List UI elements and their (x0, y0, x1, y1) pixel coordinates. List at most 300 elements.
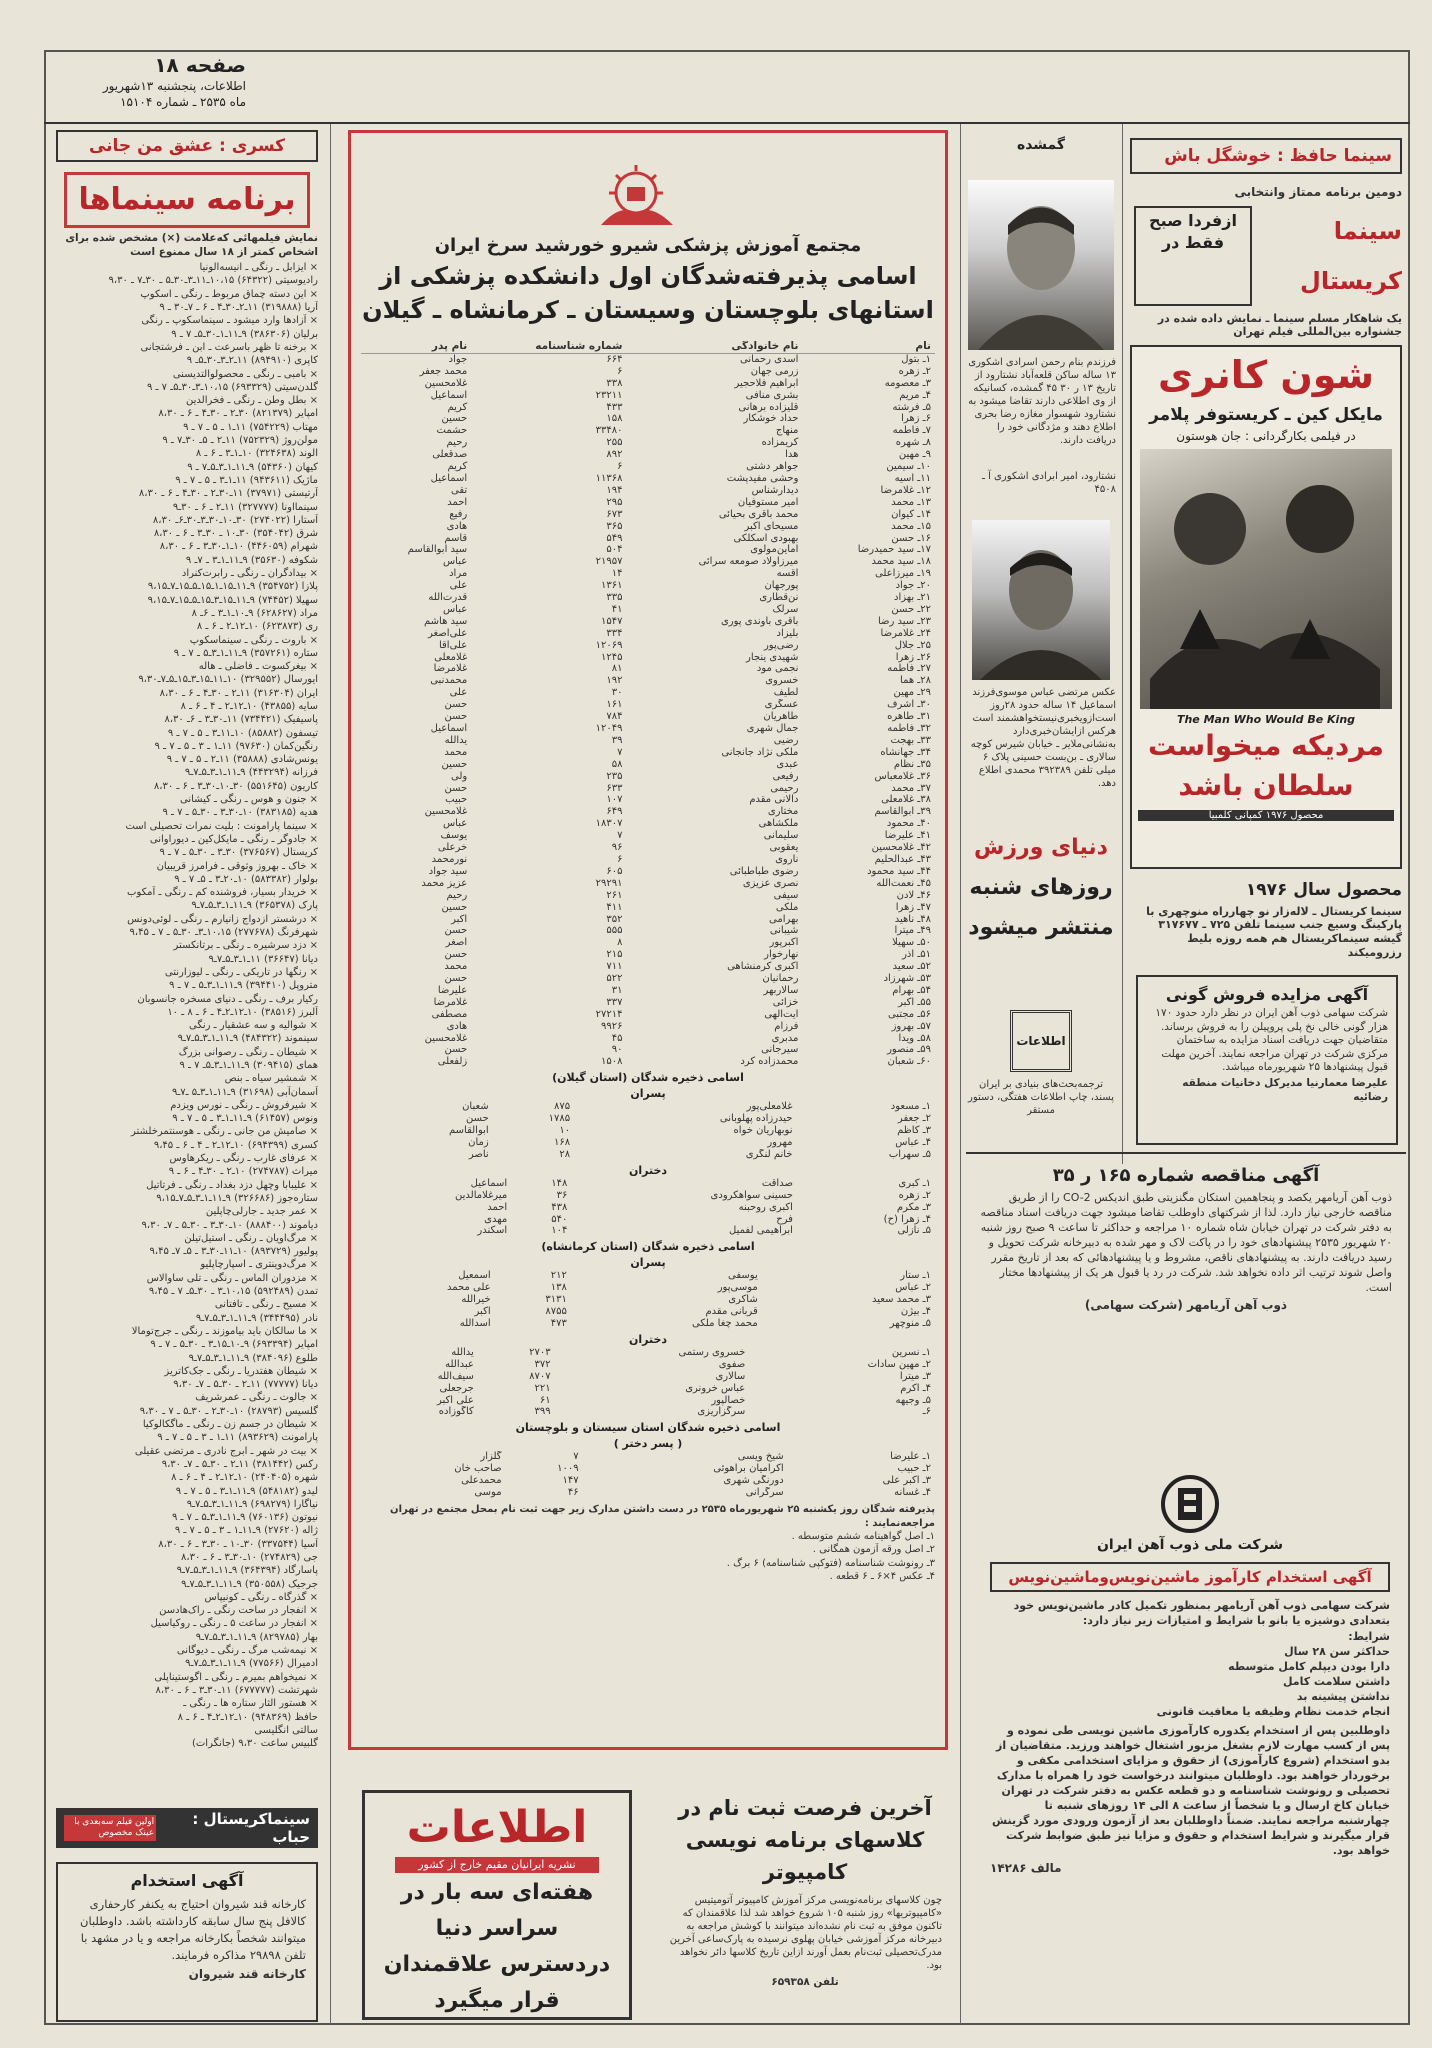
cinema-listing-item: × شیرفروش ـ رنگی ـ نورس ویزدم (170, 1099, 318, 1111)
table-cell: رحیمی (770, 782, 799, 794)
missing-persons (966, 130, 1116, 940)
missing-title: گمشده (1016, 137, 1066, 153)
computer-ad-title3: کامپیوتر (762, 1860, 848, 1884)
table-row (361, 806, 935, 818)
cinema-listing-item: امپایر (۶۹۳۳۹۴) ۹ـ۱۰ـ۱۵ـ۳ ـ ۳۰ـ۵ ـ ۷ ـ ۹ (150, 1339, 318, 1351)
table-cell: ۲۱ـ بهزاد (894, 592, 931, 604)
cinema-listing-item: مولن‌روژ (۷۵۲۳۲۹) ۱۱ـ۲ ـ ۵ـ ۳۰ـ۷ ـ ۹ (162, 435, 318, 447)
missing-photo-1 (968, 180, 1114, 350)
table-cell: ۴۱ (611, 603, 623, 615)
table-row (361, 1125, 935, 1137)
org-name: مجتمع آموزش پزشکی شیرو خورشید سرخ ایران (434, 235, 862, 256)
table-cell: سیفی (773, 889, 799, 901)
cinema-listing-item: مراد (۶۲۸۶۲۷) ۹ـ۱۰ـ۱ـ۳ ـ ۶ـ ۸ (191, 607, 318, 619)
cinema-listing-item: سهیلا (۷۴۴۵۲) ۹ـ۱۱ـ۱۵ـ۳ـ۱۵ـ۵ـ۱۵ـ۷ـ۹،۱۵ (147, 594, 318, 606)
table-cell: رضیی (773, 734, 799, 746)
cinema-listings (56, 232, 318, 1792)
table-cell: ۴۳۳ (606, 401, 623, 413)
table-cell: ۲۷ـ فاطمه (887, 663, 931, 675)
table-cell: میرغلامالدین (455, 1189, 508, 1201)
cinema-listing-item: کریستال (۳۷۶۵۶۷) ۳۰ـ۳ ـ ۳۰ـ۵ ـ ۷ ـ ۹ (159, 847, 318, 859)
table-cell: گلزار (480, 1451, 502, 1463)
cinema-listing-item: × درشستر ازدواج زانیارم ـ رنگی ـ لوئی‌دونس (127, 913, 318, 925)
table-cell: ۳۹ـ ابوالقاسم (874, 806, 931, 818)
table-cell: یدالله (444, 734, 468, 746)
document-item: ۳ـ رونوشت شناسنامه (فتوکپی شناسنامه) ۶ برگ . (726, 1557, 935, 1569)
cinema-listing-item: ژاله (۲۷۶۲۰) ۹ـ۱۱ـ۱ ـ ۳ ـ ۵ ـ ۷ ـ ۹ (174, 1525, 318, 1537)
table-row (361, 1009, 935, 1021)
table-cell: ۹۹۲۶ (601, 1020, 623, 1032)
table-row (361, 604, 935, 616)
table-cell: شعبان (462, 1101, 489, 1113)
table-cell: ۱۷ـ سید حمیدرضا (857, 544, 931, 556)
table-cell: ۵۷ـ بهروز (891, 1020, 931, 1032)
cinema-listing-item: متروپل (۳۹۴۴۱۰) ۹ـ۱۱ـ۱ـ۳ـ۵ ـ ۷ ـ ۹ (169, 980, 318, 992)
computer-ad-title2: کلاسهای برنامه نویسی (685, 1828, 925, 1852)
sports-line-3: منتشر میشود (968, 915, 1114, 940)
table-cell: ۵۳ـ شهرزاد (883, 973, 931, 985)
table-row (361, 628, 935, 640)
table-cell: حسن (444, 699, 468, 711)
table-cell: حسن (444, 711, 468, 723)
table-cell: حسین (441, 758, 468, 770)
registration-note: پذیرفته شدگان روز یکشنبه ۲۵ شهریورماه ۲۵۳۵ در دست داشتن مدارک زیر جهت ثبت نام بمحل مجتمع در تهران مراجعه‌نمایند : (390, 1503, 935, 1529)
ettelaat-ad (362, 1790, 632, 2020)
table-row (361, 640, 935, 652)
table-cell: خسروی (765, 675, 799, 687)
table-cell: مدبری (771, 1032, 799, 1044)
cinema-listing-item: × نمیخواهم بمیرم ـ رنگی ـ اگوستیناپلی (154, 1671, 318, 1683)
company-name: شرکت ملی ذوب آهن ایران (1096, 1537, 1284, 1553)
table-cell: ۹۶ (611, 842, 623, 854)
table-row (361, 1475, 935, 1487)
table-cell: اسماعیل (470, 1177, 508, 1189)
ettelaat-ad-line3: قرار میگیرد (434, 1988, 560, 2013)
table-cell: ابوالقاسم (449, 1125, 489, 1137)
cinema-listing-item: نیوتون (۷۶۰۱۳۶) ۹ـ۱۱ـ۱ـ۳ـ۵ ـ ۷ ـ ۹ (171, 1512, 318, 1524)
table-row (361, 687, 935, 699)
crystal-bar (56, 1808, 318, 1848)
table-cell: ۱۴ (611, 568, 623, 580)
table-row (361, 818, 935, 830)
cinema-listing-item: رنگین‌کمان (۹۷۶۳۰) ۱۱ـ۱ ـ ۳ ـ ۵ ـ ۷ ـ ۹ (154, 740, 318, 752)
table-cell: ۲۵ـ جلال (894, 639, 931, 651)
table-cell: ۱۱۳۶۸ (595, 472, 623, 484)
table-cell: ۱۵۰۸ (601, 1056, 623, 1068)
table-cell: ۱۲۴۵ (601, 651, 623, 663)
table-row (361, 1101, 935, 1113)
table-row (361, 1021, 935, 1033)
table-cell: رفیع (449, 508, 468, 520)
table-cell: ملکی (775, 901, 799, 913)
table-cell: اکبری روحبنه (738, 1201, 793, 1213)
document-item: ۲ـ اصل ورقه آزمون همگانی . (812, 1544, 935, 1556)
table-cell: ۲۷۰۳ (529, 1346, 551, 1358)
table-cell: کریم (447, 461, 468, 473)
table-cell: غلامرضا (433, 663, 468, 675)
table-cell: محمد (444, 746, 468, 758)
table-row (361, 556, 935, 568)
cinema-listing-item: تمدن (۵۹۲۴۸۹) ۱۰،۱۵ـ۳ ـ ۳۰ـ۵ـ ۷ ـ ۹،۴۵ (148, 1286, 318, 1298)
hiring-body: داوطلبین پس از استخدام یکدوره کارآموزی ماشین نویسی طی نموده و پس از کسب مهارت لازم بشغل مزبور اشتغال خواهند ورزید. متقاضیان از بدو استخدام (شروع کارآموزی) از حقوق و مزایای استخدامی مکفی و برخوردار خواهند بود. داوطلبان میتوانند درخواست خود را همراه با مدارک تحصیلی و رونوشت شناسنامه و دو قطعه عکس به دفتر شرکت در تهران خیابان کاخ ارسال و یا شخصاً از ساعت ۸ الی ۱۴ روزهای شنبه تا چهارشنبه مراجعه نمایند. ضمناً داوطلبان بعد از آزمون ورودی مورد گزینش قرار میگیرند و شرایط استخدام و حقوق و مزایا نیز طبق ضوابط شرکت خواهد بود. (992, 1723, 1390, 1857)
table-cell: رضوی طباطبائی (729, 865, 799, 877)
cinema-listing-item: دیانا (۷۷۷۷۷) ۱۱ـ۲ ـ ۳۰ـ۵ ـ ۷ـ ۹،۳۰ (173, 1379, 318, 1391)
table-cell: ۱۲۰۶۹ (595, 639, 623, 651)
table-cell: طاهریان (763, 711, 799, 723)
table-cell: ۵۵۵ (606, 925, 623, 937)
cinema-listing-item: ونوس (۶۱۴۵۷) ۹ـ۱۱ـ۱ـ۳ ـ ۵ ـ ۷ ـ ۹ (172, 1113, 318, 1125)
table-cell: حشمت (436, 425, 468, 437)
table-cell: ۴۶ـ لادن (896, 889, 931, 901)
table-cell: ۱۴ـ کیوان (891, 508, 931, 520)
table-cell: ۳۲ـ فاطمه (887, 723, 931, 734)
table-cell: ۱ـ نسرین (891, 1346, 931, 1358)
table-cell: ۶۱ (539, 1394, 551, 1406)
table-cell: ۲۱۹۵۷ (595, 556, 623, 568)
table-cell: ۱۴۸ (551, 1177, 568, 1189)
table-cell: مصطفی (431, 1008, 468, 1020)
cinema-listing-item: × خریدار بسیار، فروشنده کم ـ رنگی ـ آمکوب (127, 887, 318, 899)
table-cell: ۷ (617, 830, 623, 842)
table-row (361, 390, 935, 402)
poster-credits: محصول ۱۹۷۶ کمپانی کلمبیا (1138, 810, 1394, 821)
table-cell: سرگزاریزی (697, 1406, 746, 1418)
table-cell: ۲۱۲ (550, 1270, 567, 1282)
table-cell: ۴۴ـ سید محمود (867, 865, 931, 877)
table-cell: غلامعلی‌پور (746, 1101, 793, 1113)
cinema-listing-item: × باروت ـ رنگی ـ سینماسکوپ (189, 634, 318, 646)
table-row (361, 1282, 935, 1294)
kermanshah-boys-table (361, 1270, 935, 1330)
cinema-listing-item: سایه (۴۳۸۵۵) ۱۰ـ۱۲ـ۲ ـ ۴ ـ ۶ ـ ۸ (180, 700, 318, 712)
boy-portrait-icon (968, 180, 1114, 350)
cinema-listing-item: × سینما پارامونت : بلیت نمرات تحصیلی است (125, 820, 318, 832)
table-row (361, 378, 935, 390)
table-cell: ۱۹۴ (606, 484, 623, 496)
table-cell: اماین‌مولوی (750, 544, 799, 556)
cinema-listing-item: همای (۳۰۹۴۱۵) ۹ـ۱۱ـ۱ـ۳ـ۵ـ ۷ ـ ۹ (179, 1060, 318, 1071)
table-cell: جرجعلی (439, 1382, 474, 1394)
table-cell: خرعلی (437, 842, 468, 854)
table-row (361, 985, 935, 997)
baluch-title: اسامی ذخیره شدگان استان سیستان و بلوچستان (515, 1421, 781, 1435)
table-cell: عسگری (764, 699, 799, 711)
crystal-bar-tag: اولین فیلم سه‌بعدی با عینک مخصوص (64, 1815, 156, 1841)
divider-tender (966, 1152, 1406, 1154)
sports-line-2: روزهای شنبه (969, 875, 1113, 900)
cinema-listing-item: آسیا (۳۳۷۵۴۴) ۳۰ـ۱۰ ـ ۳۰ـ۳ ـ ۶ ـ ۸،۳۰ (158, 1538, 318, 1550)
table-cell: یعقوبی (769, 842, 799, 854)
table-cell: حسین (441, 413, 468, 425)
table-cell: ۱ـ علیرضا (890, 1451, 931, 1463)
table-row (361, 1149, 935, 1161)
table-cell: ۳۵۲ (606, 913, 623, 925)
table-cell: ۲۰ـ جواد (895, 580, 931, 592)
table-cell: ۳۳۴ (606, 627, 623, 639)
table-cell: ۲۲ـ حسن (891, 603, 931, 615)
cinema-listing-item: ادمیرال (۷۷۵۶۶) ۹ـ۱۱ـ۱ـ۳ـ۵ـ۷ـ۹ (185, 1658, 318, 1670)
cinema-listing-item: طلوع (۳۸۴۰۹۶) ۹ـ۱۱ـ۱ـ۳ـ۵ـ۷ـ۹ (188, 1352, 318, 1364)
table-cell: حسن (444, 949, 468, 961)
table-header-cell: نام (802, 341, 935, 353)
poster-actor1: شون کانری (1158, 352, 1374, 397)
table-row (361, 1347, 935, 1359)
table-cell: سید جواد (428, 865, 468, 877)
table-cell: خسروی رستمی (678, 1346, 746, 1358)
table-cell: ۵۲۲ (606, 973, 623, 985)
cinema-hafez-title: سینما حافظ : خوشگل باش (1164, 146, 1392, 166)
table-row (361, 1306, 935, 1318)
table-cell: ۴ـ بیژن (900, 1306, 931, 1318)
table-cell: نوبهاریان خواه (733, 1125, 793, 1137)
cinema-listing-item: ستاره‌جوز (۳۲۶۶۸۶) ۹ـ۱۱ـ۱ـ۳ـ۵ـ۷ـ۹،۱۵ (156, 1192, 318, 1204)
hiring-ad (980, 1470, 1400, 2020)
table-cell: عباس (442, 556, 468, 568)
accepted-table (361, 341, 935, 1068)
table-row (361, 699, 935, 711)
cinema-listing-item: × جادوگر ـ رنگی ـ مایکل‌کین ـ دیوراوانی (149, 833, 318, 845)
table-cell: ۳۹ (611, 734, 623, 746)
table-row (361, 461, 935, 473)
table-cell: ۲۶ـ زهرا (895, 651, 931, 663)
required-documents (361, 1530, 935, 1583)
table-cell: قدرت‌الله (428, 592, 468, 604)
missing-photo-2 (972, 520, 1110, 680)
hiring-title: آگهی استخدام کارآموز ماشین‌نویس‌وماشین‌نویس (990, 1562, 1390, 1592)
table-cell: شاکری (728, 1294, 758, 1306)
table-cell: ۲ـ عباس (895, 1282, 931, 1294)
table-cell: ابراهیمی لفمیل (729, 1225, 793, 1237)
cinema-listing-item: پارک (۳۶۵۳۷۸) ۹ـ۱۱ـ۱ـ۳ـ۵ـ۷ـ۹ (191, 900, 318, 912)
table-cell: ۱۹ـ میرزاعلی (875, 568, 931, 580)
tender-sign: ذوب آهن آریامهر (شرکت سهامی) (1084, 1298, 1288, 1312)
table-cell: ۱۲۰۴۹ (595, 723, 623, 734)
poster-horsemen-icon (1140, 449, 1392, 709)
table-row (361, 568, 935, 580)
header-rule (44, 122, 1410, 124)
table-cell: نورمحمد (431, 853, 468, 865)
table-row (361, 402, 935, 414)
table-cell: ۴۶ (567, 1487, 579, 1499)
table-cell: مهرور (767, 1137, 793, 1148)
table-cell: خزائی (772, 996, 799, 1008)
table-cell: ۵۸ (611, 758, 623, 770)
cinema-listing-item: × علیبابا وچهل دزد بغداد ـ رنگی ـ فرتاتیل (146, 1179, 318, 1191)
table-cell: ناروی (775, 853, 799, 865)
table-cell: ۱۱ـ آسیه (894, 472, 931, 484)
table-cell: هدا (785, 449, 799, 461)
table-cell: ۶۴۹ (606, 806, 623, 818)
table-cell: دیدارشناس (751, 484, 799, 496)
table-cell: عبدی (776, 758, 799, 770)
cinema-listing-item: دیاموند (۸۸۸۴۰۰) ۱۰ـ۳۰ـ۳ ـ ۳۰ـ۵ ـ ۷ـ ۹،۳۰ (141, 1219, 318, 1231)
table-cell: ۷۸۴ (606, 711, 623, 723)
table-cell: ۱۴۷ (562, 1475, 579, 1487)
cinema-listing-item: شهرام (۴۴۶۰۵۹) ۱۰ـ۱ـ۳۰ـ۳ ـ ۶ ـ ۸،۳۰ (159, 541, 318, 553)
table-row (361, 544, 935, 556)
table-cell: ۴ـ غسانه (894, 1487, 931, 1499)
table-cell: ۱۳۶۱ (601, 580, 623, 592)
table-cell: ۳۴ـ جهانشاه (880, 746, 931, 758)
table-cell: غلامحسین (424, 1032, 468, 1044)
film-poster (1130, 345, 1402, 869)
table-cell: موسی (474, 1487, 502, 1499)
gilan-boys-title: پسران (630, 1087, 666, 1101)
poster-english: The Man Who Would Be King (1176, 712, 1356, 726)
ettelaat-stamp-box (1010, 1010, 1072, 1072)
table-cell: رحیم (446, 437, 468, 449)
product-line: محصول سال ۱۹۷۶ (1245, 879, 1402, 900)
computer-ad-body: چون کلاسهای برنامه‌نویسی مرکز آموزش کامپیوتر آتومیتیس «کامپیوتریها» روز شنبه ۱۰۵ شروع خواهد شد لذا علاقمندان که تاکنون موفق به ثبت نام نشده‌اند میتوانند با کوشش مراجعه به دبیرخانه مرکز آموزشی خیابان پهلوی نرسیده به پارک‌ساعی آخرین مدرک‌تحصیلی ثبت‌نام بعمل آورند ازاین تاریخ کلاسها دائر نخواهد بود. (669, 1895, 942, 1971)
table-cell: شهیدی ینجار (746, 651, 799, 663)
auction-body: شرکت سهامی ذوب آهن ایران در نظر دارد حدود ۱۷۰ هزار گونی خالی نخ پلی پروپیلن را به فروش برساند. متقاضیان جهت دریافت اسناد مزایده به ساختمان مرکزی شرکت در تهران مراجعه نمایند. آخرین مهلت قبول پیشنهادها ۲۵ شهریورماه میباشد. (1155, 1007, 1388, 1074)
table-cell: ۱۵۴۷ (601, 615, 623, 627)
table-row (361, 842, 935, 854)
table-cell: کاگوزاده (438, 1406, 474, 1418)
table-cell: ۴۹ـ میترا (894, 925, 931, 937)
table-cell: ۳۱ (611, 984, 623, 996)
table-cell: احمد (447, 496, 468, 508)
masterpiece-note: یک شاهکار مسلم سینما ـ نمایش داده شده در جشنواره بین‌المللی فیلم تهران (1157, 311, 1402, 339)
kermanshah-girls-title: دختران (628, 1332, 668, 1346)
table-cell: وحشی مفیدپشت (726, 472, 799, 484)
table-row (361, 1395, 935, 1407)
tender-body: ذوب آهن آریامهر یکصد و پنجاهمین استکان مگنزیتی طبق اندیکس CO-2 را از طریق مناقصه خارجی نیاز دارد. لذا از شرکتهای داوطلب تقاضا میشود جهت دریافت اسناد مناقصه به دفتر شرکت در تهران خیابان شاه شماره ۱۰ مراجعه و حداکثر تا ساعت ۹ صبح روز شنبه ۲۰ شهریور ۲۵۳۵ پیشنهادهای خود را در پاکت لاک و مهر شده به دبیرخانه شرکت تحویل و رسید دریافت دارند. به پیشنهادهای ناقص، مشروط و یا پیشنهادهائی که بعد از تاریخ مقرر واصل شوند ترتیب اثر داده نخواهد شد. شرکت در رد یا قبول هر یک از پیشنهادها مختار است. (980, 1191, 1392, 1294)
auction-title: آگهی مزایده فروش گونی (1165, 985, 1369, 1004)
cinema-listing-item: ستاره (۳۵۷۲۶۱) ۹ـ۱۱ـ۱ـ۳ـ۵ ـ ۷ ـ ۹ (173, 647, 318, 659)
cinema-listing-item: هدیه (۳۸۳۱۸۵) ۱۰ـ۳۰ـ۳ ـ ۳۰ـ۵ ـ ۷ ـ ۹ (162, 807, 318, 819)
table-cell: ۳۵ـ نظام (893, 758, 931, 770)
computer-ad (660, 1788, 950, 2020)
table-cell: یوسفی (728, 1270, 758, 1282)
cinema-listing-item: × رنگها در تاریکی ـ رنگی ـ لیوزارنتی (164, 966, 318, 978)
cinema-listing-item: کیهان (۵۴۳۶۰) ۹ـ۱۱ـ۱ـ۳ـ۵ـ۷ ـ ۹ (187, 461, 318, 473)
table-cell: ۲۳۲۱۱ (595, 389, 623, 401)
table-cell: میرزاولاد صومعه سرائی (698, 556, 799, 568)
table-cell: علی‌آقا (438, 639, 468, 651)
table-row (361, 521, 935, 533)
cinema-listing-item: فرزانه (۴۴۳۲۹۴) ۹ـ۱۱ـ۱ـ۳ـ۵ـ۷ـ۹ (184, 767, 318, 779)
table-cell: جمال شهری (746, 723, 799, 734)
table-cell: ۴۸ـ ناهید (894, 913, 931, 925)
cinema-listing-item: کاریون (۵۵۱۶۴۵) ۳۰ـ۱۰ـ۳۰ـ۳ ـ ۶ ـ ۸،۳۰ (153, 780, 318, 792)
table-cell: ۴ـ مریم (899, 389, 931, 401)
cinema-listing-item: × آزادها وارد میشود ـ سینماسکوپ ـ رنگی (141, 315, 318, 327)
cinema-listing-item: نیاگارا (۶۹۸۲۷۹) ۹ـ۱۱ـ۱ـ۳ـ۵ـ۷ـ۹ (186, 1498, 318, 1510)
table-cell: ۷ (573, 1451, 579, 1463)
table-cell: شیخ ویسی (737, 1451, 784, 1463)
table-cell: ۲ـ حبیب (897, 1463, 931, 1475)
table-cell: ۹ـ مهین (898, 449, 931, 461)
cinema-listing-item: × نیمه‌شب مرگ ـ رنگی ـ دیوگانی (176, 1645, 318, 1657)
table-cell: علی‌اصغر (427, 627, 468, 639)
table-row (361, 485, 935, 497)
table-row (361, 830, 935, 842)
table-cell: آقسه (776, 568, 799, 580)
table-row (361, 723, 935, 735)
cinema-listing-item: آلبرز (۳۸۵۱۶) ۱۰ـ۱۲ـ۲ـ۴ ـ ۶ ـ ۸ ـ ۱۰ (167, 1006, 318, 1018)
table-cell: ۲ـ مهین سادات (867, 1358, 931, 1370)
table-cell: کریم (447, 401, 468, 413)
table-row (361, 890, 935, 902)
table-cell: ۸۹۲ (606, 449, 623, 461)
table-cell: ۸۷۵۵ (545, 1306, 567, 1318)
table-cell: صدقعلی (432, 449, 468, 461)
listings-intro: نمایش فیلمهائی که‌علامت (×) مشخص شده برای اشخاص کمتر از ۱۸ سال ممنوع است (65, 232, 318, 258)
table-cell: ملکی نژاد جانجانی (721, 746, 799, 758)
table-cell: غلامعلی (434, 651, 468, 663)
table-row (361, 794, 935, 806)
table-cell: ۳۷۲ (534, 1358, 551, 1370)
table-row (361, 1137, 935, 1149)
table-row (361, 413, 935, 425)
table-row (361, 437, 935, 449)
table-cell: ۳۶ (556, 1189, 568, 1201)
table-cell: ۷۱۱ (606, 961, 623, 973)
cinema-listing-item: × انفجار در ساعت ۵ ـ رنگی ـ روکیاسیل (150, 1618, 318, 1630)
table-cell: رضی‌پور (763, 639, 799, 651)
table-row (361, 580, 935, 592)
conditions-title: شرایط: (1348, 1630, 1390, 1643)
table-cell: ۴۱۱ (606, 901, 623, 913)
cinema-listing-item: شهرتشت (۶۷۷۷۷۷) ۱۱ـ۳۰ـ۳ ـ ۶ ـ ۸،۳۰ (155, 1684, 318, 1696)
employment-signature: کارخانه قند شیروان (188, 1967, 306, 1981)
kermanshah-boys-title: پسران (630, 1256, 666, 1270)
table-row (361, 1371, 935, 1383)
condition-item: نداشتن پیشینه بد (1296, 1689, 1390, 1703)
table-row (361, 616, 935, 628)
table-cell: عباس خرونری (685, 1382, 746, 1394)
table-cell: اکبرپور (769, 937, 799, 949)
table-cell: ۵ـ وجیهه (895, 1394, 931, 1406)
cinema-listing-item: × عرفای غارب ـ رنگی ـ ریکرهاوس (169, 1153, 318, 1165)
cinema-listing-item: میراث (۲۷۴۷۸۷) ۱۰ـ۲ ـ ۳۰ـ۴ ـ ۶ ـ ۹ (168, 1166, 318, 1178)
table-cell: ۳۳۷ (606, 996, 623, 1008)
table-row (361, 533, 935, 545)
table-cell: ۸۱ (611, 663, 623, 675)
table-cell: نن‌قطاری (759, 592, 799, 604)
header-date: اطلاعات، پنجشنبه ۱۳شهریور (102, 79, 246, 93)
cinema-listing-item: × دزد سرشیره ـ رنگی ـ برتانکستر (173, 940, 318, 952)
kasra-banner (56, 130, 318, 162)
table-cell: مراد (449, 568, 468, 580)
table-cell: عباس (442, 603, 468, 615)
table-cell: پورجهان (764, 580, 799, 592)
cinema-listing-item: × شیطان ـ رنگی ـ رصوانی بزرگ (178, 1046, 318, 1058)
cinema-listing-item: × مسیح ـ رنگی ـ تافتانی (214, 1299, 318, 1311)
table-cell: ۵ـ سهراب (888, 1148, 931, 1160)
table-cell: خیرالله (461, 1294, 491, 1306)
cinema-listing-item: آسمان‌آبی (۳۱۶۹۸) ۹ـ۱۱ـ۱ـ۳ـ۵ ـ۷ـ۹ (171, 1086, 318, 1098)
table-cell: سرگرانی (745, 1487, 784, 1499)
table-cell: اسماعیل (430, 389, 468, 401)
table-cell: خصالپور (711, 1394, 746, 1406)
table-cell: ۱۶۸ (553, 1137, 571, 1148)
cinema-listing-item: ری (۶۲۳۸۷۳) ۱۰ـ۱۲ـ۲ ـ ۶ ـ ۸ (196, 621, 318, 633)
table-row (361, 425, 935, 437)
table-header-cell: نام پدر (361, 341, 471, 353)
table-cell: سیرجانی (761, 1044, 799, 1056)
table-cell: منهاج (775, 425, 799, 437)
table-row (361, 1270, 935, 1282)
cinema-listing-item: × بیت در شهر ـ ابرج نادری ـ مرتضی عقیلی (134, 1445, 318, 1457)
table-cell: ۷ـ فاطمه (892, 425, 931, 437)
cinema-listing-item: گلسیس (۲۸۷۹۳) ۱۰ـ۳۰ـ۲ ـ ۳۰ـ۵ ـ ۷ ـ ۹،۳۰ (139, 1405, 318, 1417)
table-cell: ۴ـ عباس (895, 1137, 931, 1148)
table-cell: ۸۷۰۷ (529, 1370, 551, 1382)
table-cell: هادی (446, 520, 468, 532)
table-cell: ۵ـ منوچهر (889, 1317, 931, 1329)
